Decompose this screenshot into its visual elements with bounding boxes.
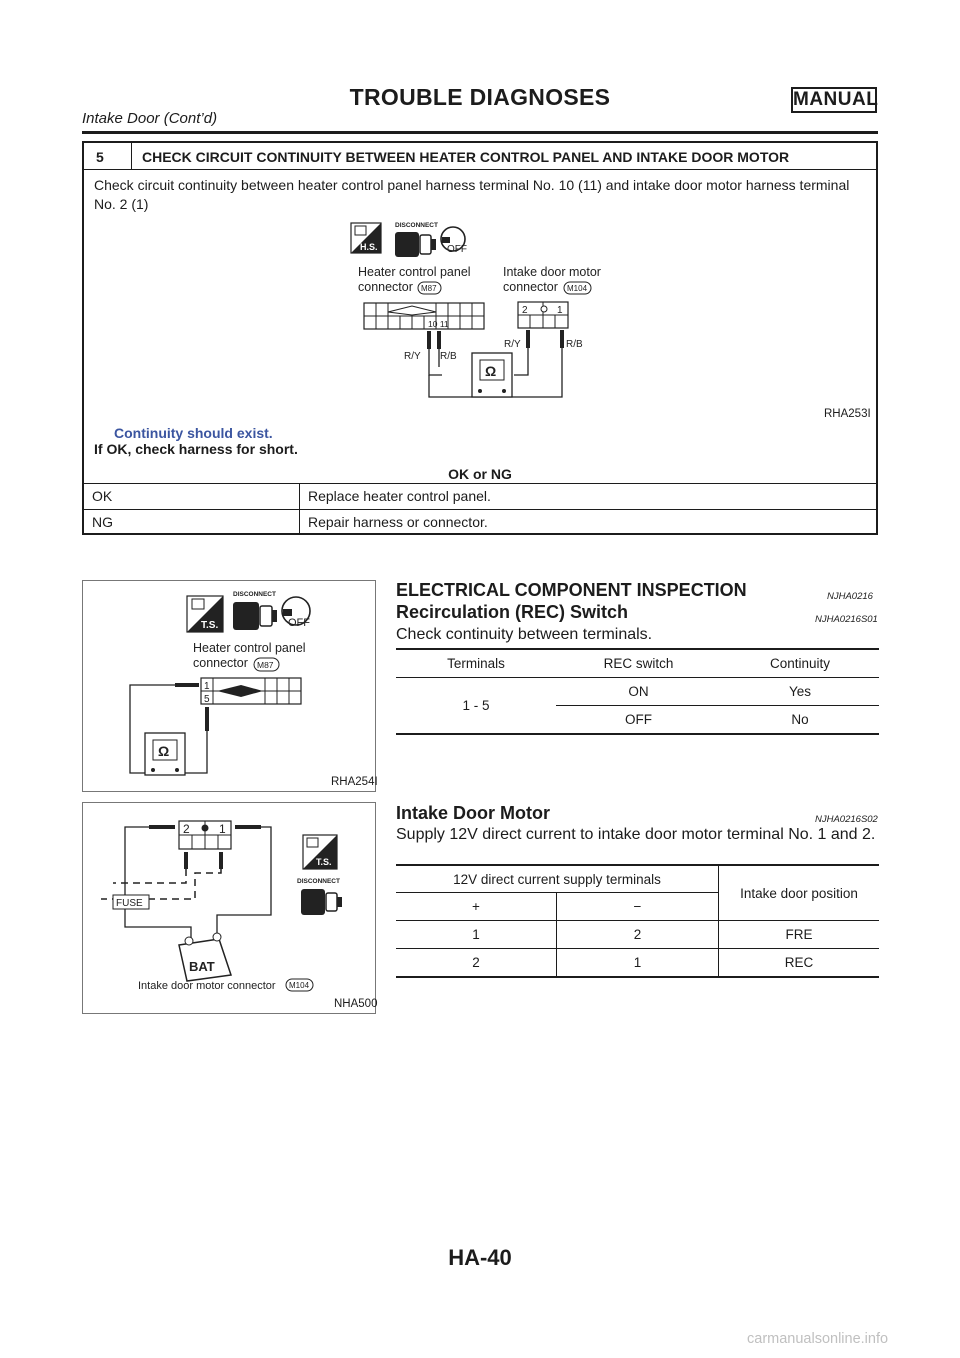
expected-result: Continuity should exist. (114, 425, 273, 441)
disconnect-connector-icon (395, 232, 436, 257)
intake-motor-text: Supply 12V direct current to intake door motor terminal No. 1 and 2. (396, 826, 876, 843)
result-ok-action: Replace heater control panel. (308, 488, 491, 504)
disconnect-connector-icon (233, 602, 277, 630)
hs-icon (351, 223, 381, 253)
pin-5: 5 (204, 694, 210, 705)
pin-2: 2 (183, 822, 190, 836)
step-title: CHECK CIRCUIT CONTINUITY BETWEEN HEATER CONTROL PANEL AND INTAKE DOOR MOTOR (142, 149, 790, 165)
left-connector-label-2: connector (358, 280, 413, 294)
table-cell: OFF (625, 712, 652, 727)
result-ng-key: NG (92, 514, 113, 530)
off-label: OFF (288, 617, 310, 629)
ignition-off-icon (282, 597, 310, 629)
step-instruction: Check circuit continuity between heater control panel harness terminal No. 10 (11) and intake door motor harness terminal No. 2 (1) (94, 177, 850, 212)
result-divider (84, 483, 876, 484)
hs-label: H.S. (360, 242, 378, 252)
table-cell: ON (628, 684, 649, 699)
intake-motor-supply-diagram (83, 803, 378, 1013)
ts-label: T.S. (316, 857, 332, 867)
section-heading: ELECTRICAL COMPONENT INSPECTION (396, 580, 747, 600)
step-note: If OK, check harness for short. (94, 441, 298, 457)
col-header-rec-switch: REC switch (603, 656, 674, 671)
rec-switch-heading: Recirculation (REC) Switch (396, 602, 629, 622)
fuse-icon (113, 895, 149, 909)
manual-badge: MANUAL (791, 87, 877, 113)
connector-id: M104 (289, 981, 310, 990)
figure-rha254i (82, 580, 376, 792)
figure-nha500 (82, 802, 376, 1014)
col-header-terminals: Terminals (447, 656, 505, 671)
wire-label-rb-right: R/B (566, 339, 583, 350)
ts-icon (187, 596, 223, 632)
table-cell: FRE (785, 927, 813, 942)
intake-motor-ref: NJHA0216S02 (815, 814, 878, 825)
table-cell: 1 (557, 949, 719, 978)
right-terminal-1: 1 (557, 305, 563, 316)
pin-1: 1 (204, 681, 210, 692)
table-cell: 2 (396, 949, 557, 978)
page-header-title: TROUBLE DIAGNOSES (349, 84, 611, 110)
ts-icon (303, 835, 337, 869)
continuity-check-diagram (334, 215, 634, 405)
terminals-cell: 1 - 5 (462, 698, 490, 713)
ohmmeter-icon (472, 353, 512, 397)
step-number: 5 (84, 143, 132, 170)
figure-code: RHA254I (331, 776, 378, 788)
connector-label-2: connector (193, 656, 248, 670)
right-connector-id: M104 (567, 284, 588, 293)
step-divider (84, 169, 876, 170)
ignition-off-icon (441, 227, 467, 255)
page-header-subtitle: Intake Door (Cont’d) (82, 110, 218, 127)
wire-label-rb-left: R/B (440, 351, 457, 362)
left-connector-id: M87 (421, 284, 437, 293)
col-header-supply: 12V direct current supply terminals (396, 865, 719, 893)
right-connector-label-2: connector (503, 280, 558, 294)
intake-motor-table (396, 864, 879, 978)
disconnect-connector-icon (301, 889, 342, 915)
watermark: carmanualsonline.info (747, 1331, 889, 1347)
result-divider (84, 509, 876, 510)
ohm-symbol: Ω (485, 363, 497, 379)
intake-motor-heading: Intake Door Motor (396, 803, 551, 823)
rec-switch-ref: NJHA0216S01 (815, 614, 878, 625)
table-cell: REC (784, 955, 814, 970)
intake-motor-connector (179, 821, 231, 849)
ohmmeter-icon (145, 733, 185, 775)
col-header-continuity: Continuity (769, 656, 831, 671)
table-cell: 2 (557, 921, 719, 949)
heater-panel-connector (364, 303, 484, 329)
right-terminal-2: 2 (522, 305, 528, 316)
wire-label-ry-right: R/Y (504, 339, 521, 350)
battery-icon (179, 933, 231, 981)
off-label: OFF (447, 244, 467, 255)
table-cell: Yes (788, 684, 812, 699)
step-5-box (82, 141, 878, 535)
result-ng-action: Repair harness or connector. (308, 514, 488, 530)
connector-label: Heater control panel (193, 641, 306, 655)
rec-switch-text: Check continuity between terminals. (396, 626, 653, 643)
col-header-minus: − (557, 893, 719, 921)
bat-label: BAT (189, 959, 215, 974)
wire-label-ry-left: R/Y (404, 351, 421, 362)
ts-label: T.S. (201, 620, 219, 631)
figure-code: RHA253I (824, 408, 871, 420)
connector-label: Intake door motor connector (138, 980, 276, 992)
decision-label: OK or NG (448, 466, 512, 482)
ohm-symbol: Ω (158, 743, 170, 759)
left-connector-label: Heater control panel (358, 265, 471, 279)
intake-motor-connector (518, 302, 568, 328)
col-header-position: Intake door position (719, 865, 880, 921)
section-ref: NJHA0216 (827, 591, 873, 602)
table-cell: No (791, 712, 809, 727)
table-cell: 1 (396, 921, 557, 949)
right-connector-label: Intake door motor (503, 265, 601, 279)
page-number: HA-40 (448, 1245, 512, 1270)
figure-code: NHA500 (334, 998, 378, 1010)
pin-1: 1 (219, 822, 226, 836)
disconnect-label: DISCONNECT (297, 878, 340, 885)
col-header-plus: + (396, 893, 557, 921)
header-divider (82, 131, 878, 134)
fuse-label: FUSE (116, 898, 143, 909)
disconnect-label: DISCONNECT (233, 591, 276, 598)
rec-switch-table (396, 648, 879, 735)
left-terminal-numbers: 10 11 (428, 319, 449, 329)
heater-panel-connector (201, 678, 301, 705)
rec-switch-diagram (83, 581, 375, 791)
disconnect-label: DISCONNECT (395, 222, 438, 229)
connector-id: M87 (257, 660, 274, 670)
result-ok-key: OK (92, 488, 113, 504)
